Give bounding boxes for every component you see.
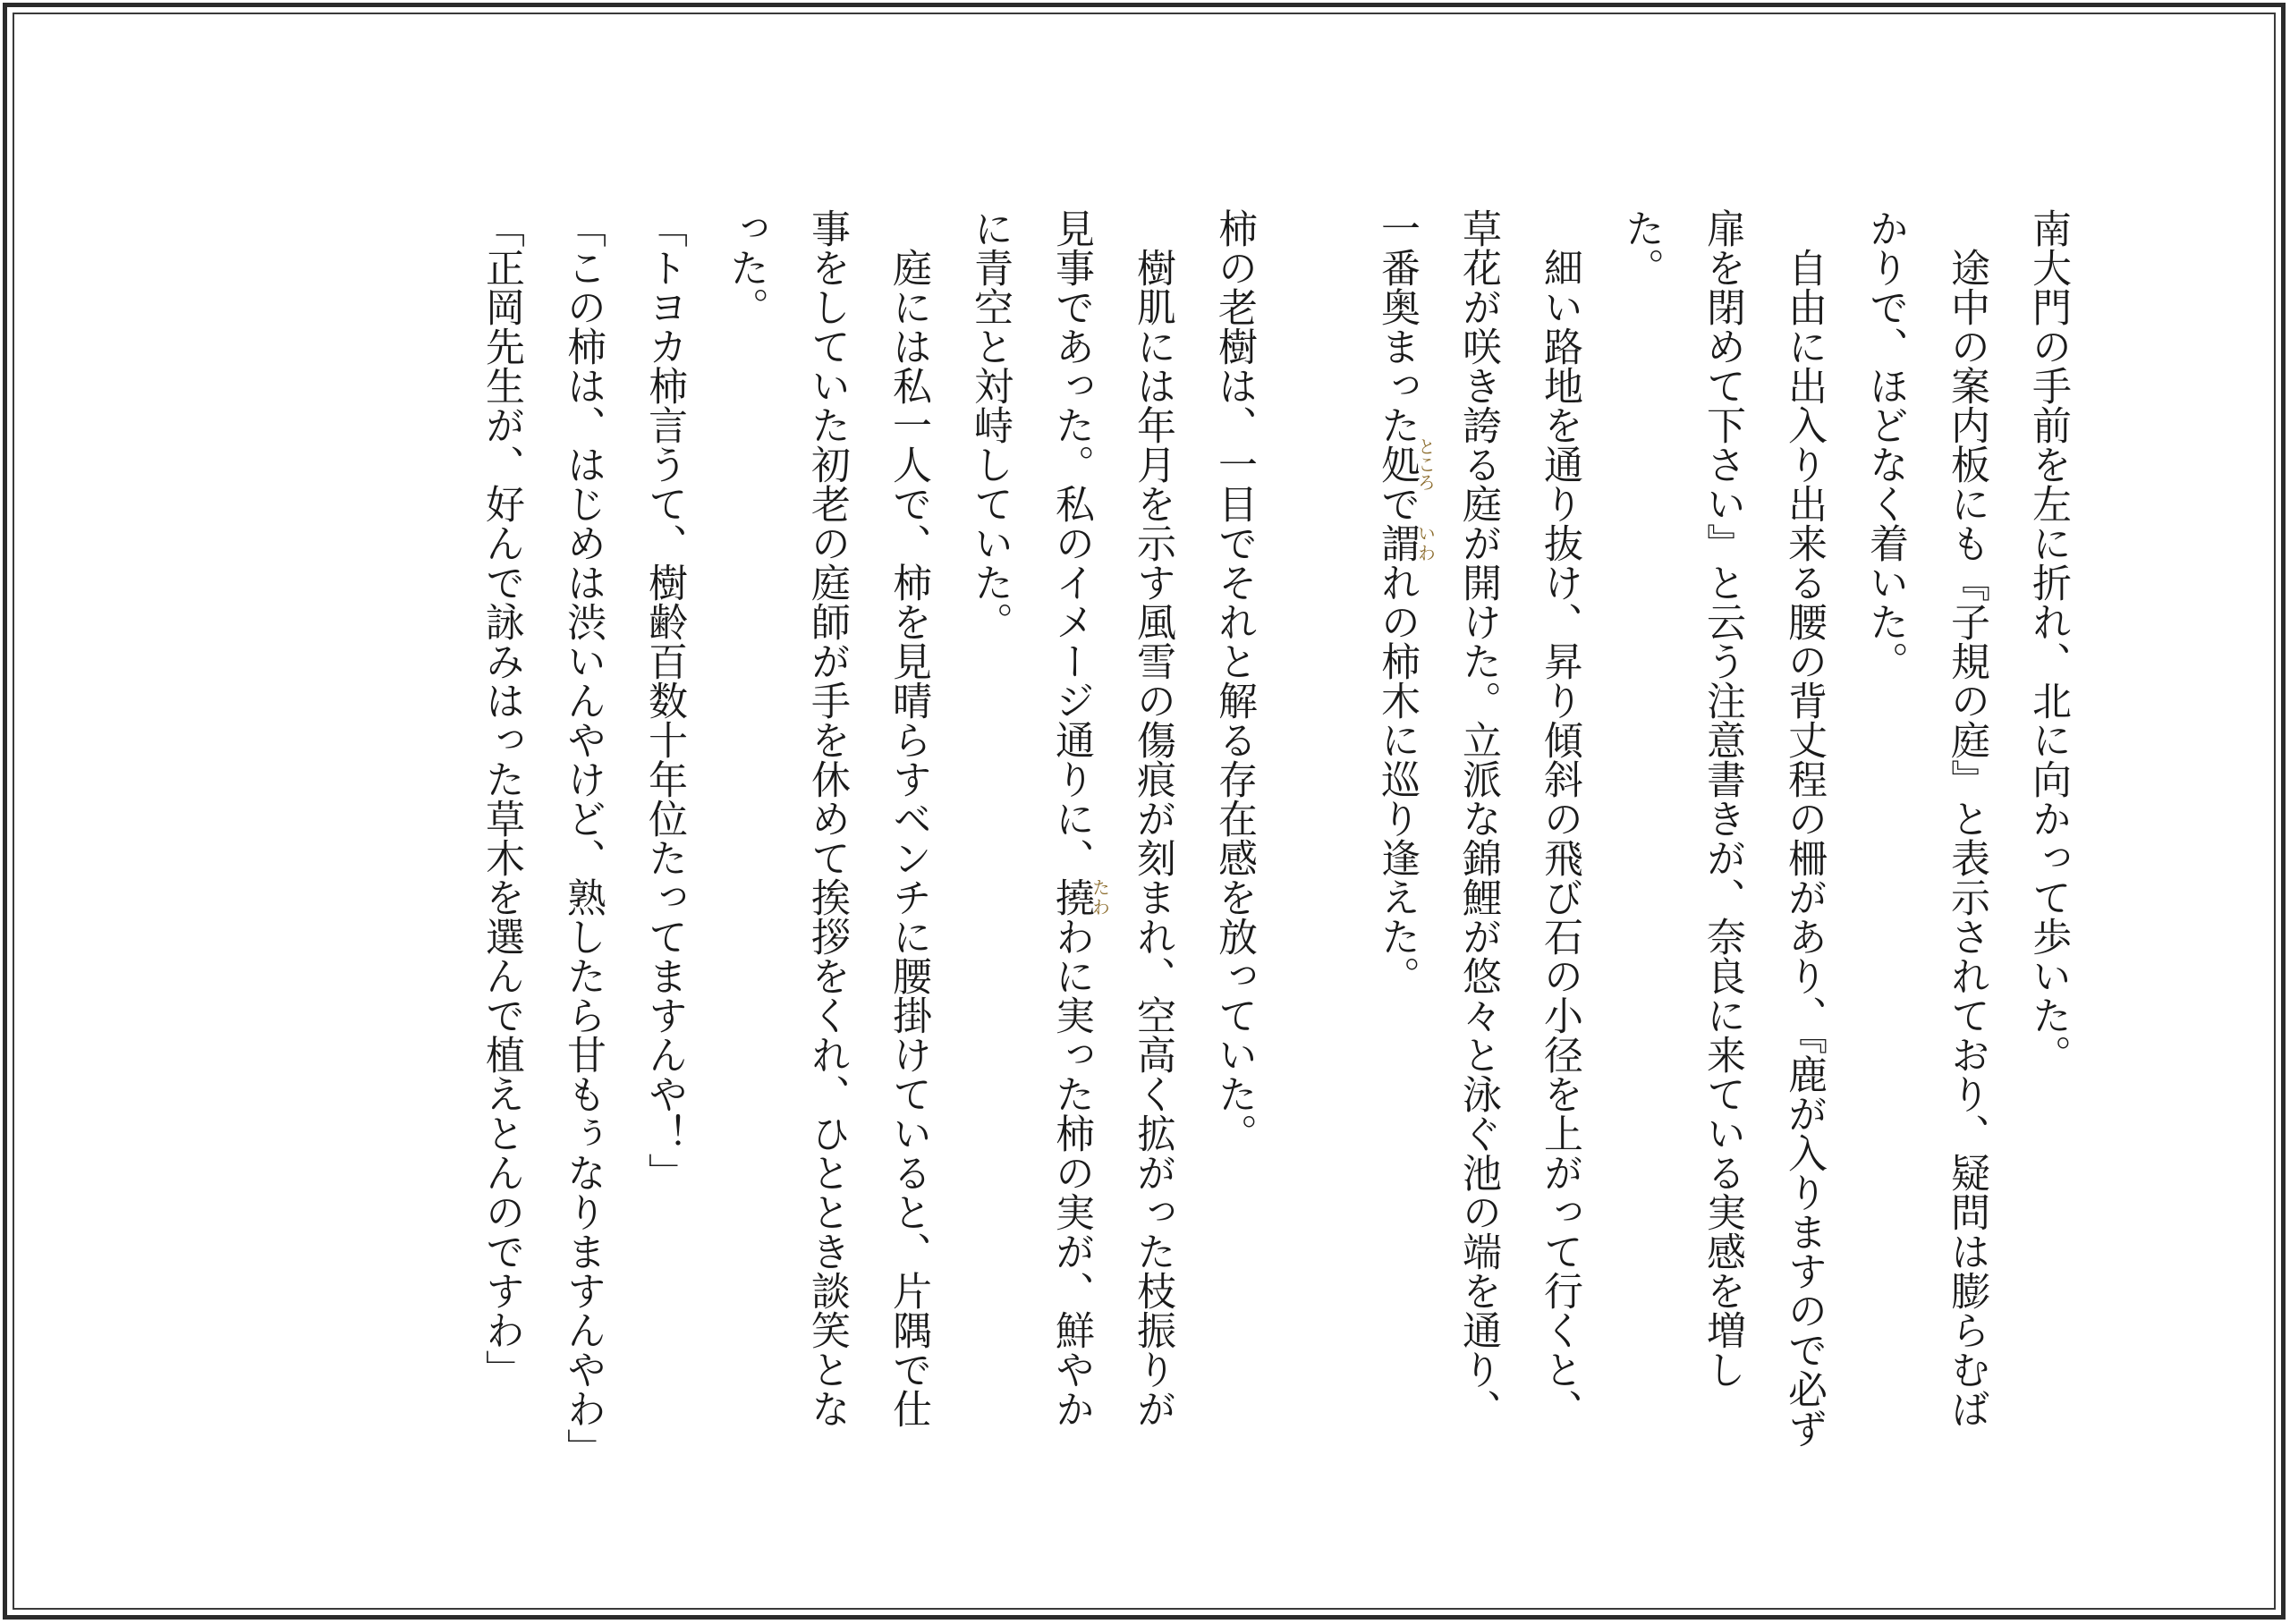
ruby-tawa-base: 撓 [1048, 877, 1094, 917]
paragraph-2: 途中の案内板にも『子規の庭』と表示されており、疑問は膨らむばかりで、ほどなく着いた。 [1862, 208, 1989, 1428]
paragraph-6 [949, 208, 1193, 1460]
paragraph-7: 庭には私一人で、柿を見晴らすベンチに腰掛けていると、片隅で仕事をしていた初老の庭師が手を休めて挨拶をくれ、ひととき談笑となった。 [723, 208, 931, 1428]
paragraph-4-text-c: れの柿木に巡り逢えた。 [1374, 562, 1420, 995]
ruby-tawa-reading: たわ [1089, 877, 1111, 917]
dialogue-3: 「正岡先生が、好んで詠みはった草木を選んで植えとんのですわ」 [479, 208, 524, 1389]
dialogue-1: 「トヨカ柿言うて、樹齢百数十年位たってますんや！」 [641, 208, 687, 1192]
paragraph-4-text-b: で [1374, 484, 1420, 523]
paragraph-1: 南大門の手前を左に折れ、北に向かって歩いた。 [2025, 208, 2071, 1074]
ruby-iwa-base: 謂 [1374, 523, 1420, 562]
dialogue-2: 「この柿は、はじめは渋いんやけど、熟したら甘もぅなりますんやわ」 [560, 208, 606, 1468]
ruby-tawa [1048, 877, 1111, 917]
paragraph-4-text-a: 細い路地を通り抜け、昇り傾斜の飛び石の小径を上がって行くと、草花が咲き誇る庭が開けた。立派な錦鯉が悠々と泳ぐ池の端を通り、一番奥まった [1374, 208, 1582, 1428]
ruby-tokoro-reading: ところ [1414, 437, 1437, 491]
vertical-text-body [461, 208, 2089, 1468]
paragraph-6-text-a: 樹肌には年月を示す風雪の傷痕が刻まれ、空高く拡がった枝振りが見事であった。私のイメージ通りに、 [1048, 208, 1175, 1428]
paragraph-4 [1356, 208, 1600, 1460]
ruby-tokoro-base: 処 [1374, 437, 1420, 491]
paragraph-3: 自由に出入り出来る腰の背丈程の柵があり、『鹿が入りますので必ず扉を閉めて下さい』と云う注意書きが、奈良に来ている実感を増した。 [1618, 208, 1827, 1448]
ruby-tokoro [1374, 437, 1437, 491]
ruby-iwa-reading: いわ [1414, 523, 1437, 562]
paragraph-6-text-b: わに実った柿の実が、鮮やかに青空と対峙していた。 [967, 208, 1094, 1428]
ruby-iwa [1374, 523, 1437, 562]
paragraph-5: 柿の老樹は、一目でそれと解る存在感を放っていた。 [1211, 208, 1257, 1153]
